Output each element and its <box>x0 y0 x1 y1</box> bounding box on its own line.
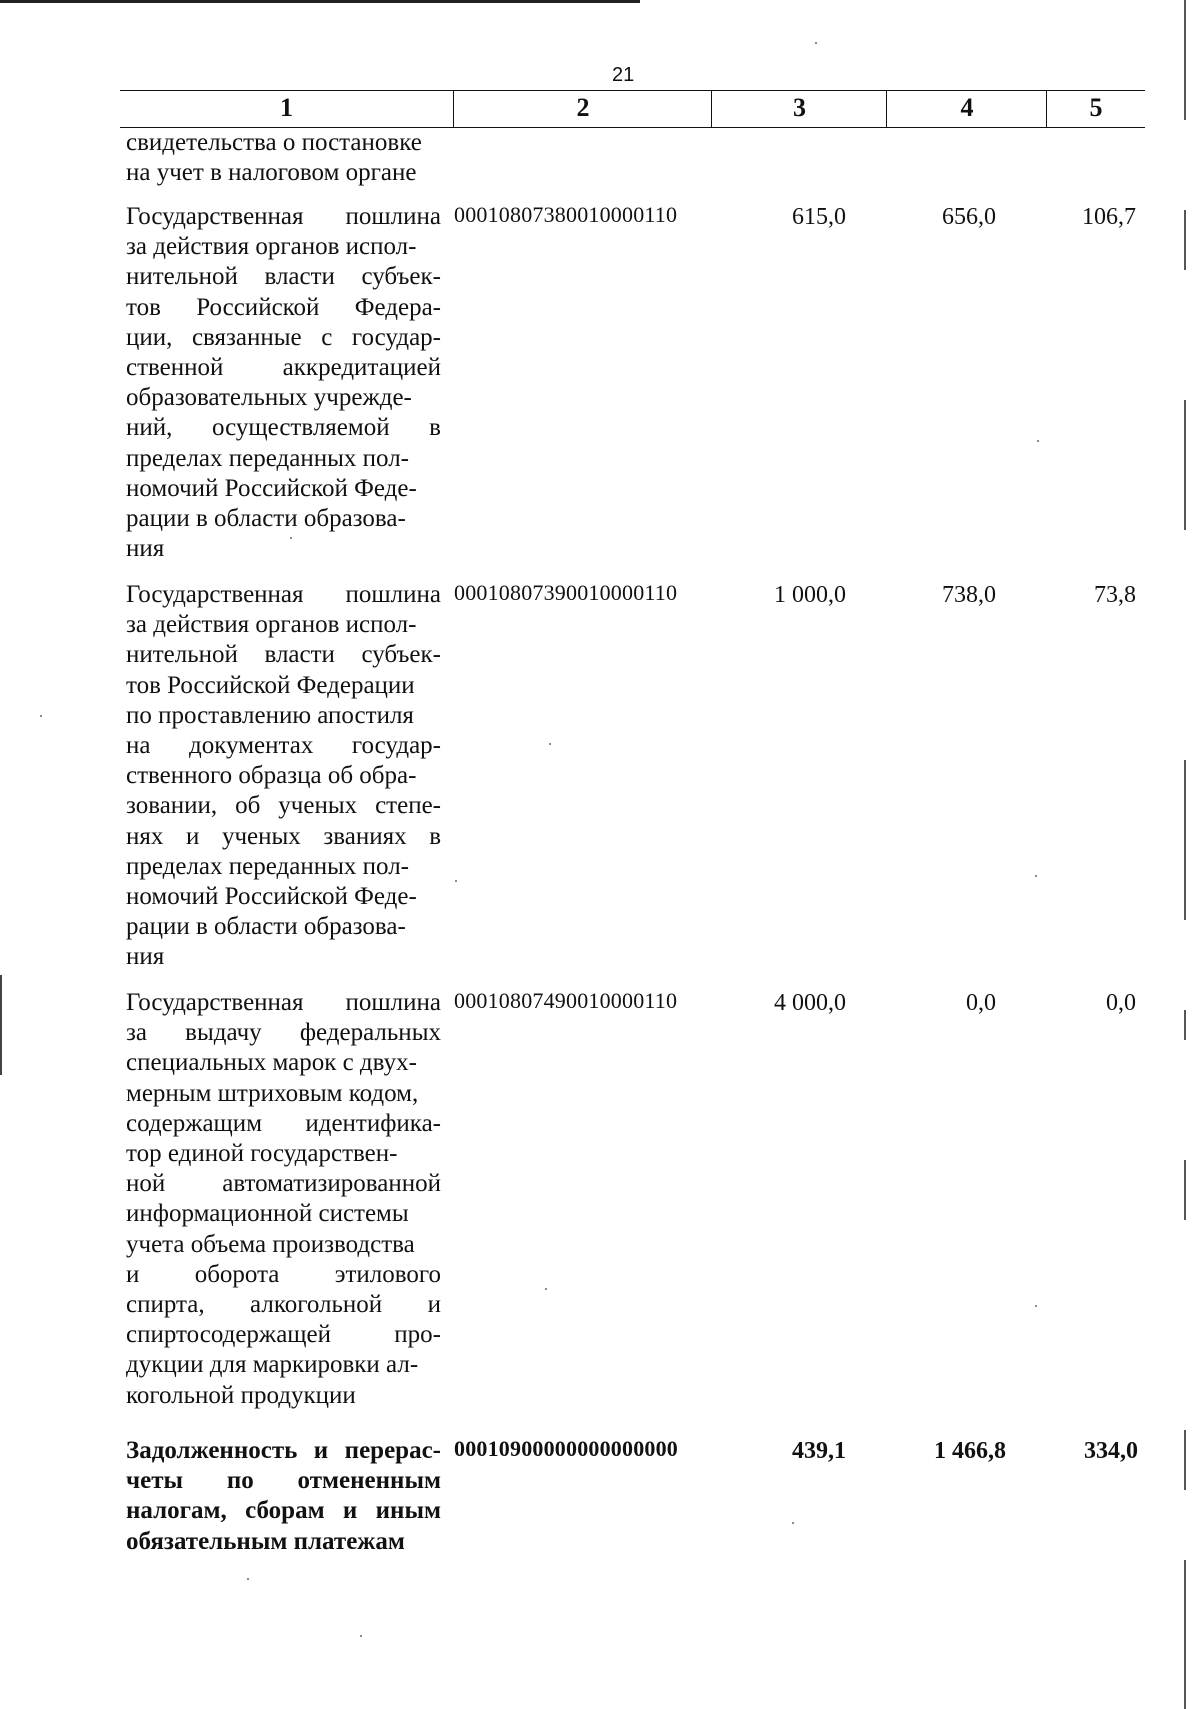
description-line: четы по отмененным <box>126 1467 441 1495</box>
description-line: Государственная пошлина <box>126 203 441 230</box>
description-line: тов Российской Федера- <box>126 293 441 321</box>
description-line: по проставлению апостиля <box>126 701 414 729</box>
row-description <box>126 1436 441 1557</box>
description-line: свидетельства о постановке <box>126 129 422 156</box>
scan-speck <box>40 715 42 717</box>
value-col5: 334,0 <box>1084 1438 1138 1464</box>
scan-edge-line <box>1184 1560 1186 1709</box>
description-line: ственного образца об обра- <box>126 762 417 790</box>
description-line: пределах переданных пол- <box>126 852 409 880</box>
row-description <box>126 988 441 1411</box>
description-line: ственной аккредитацией <box>126 354 441 382</box>
description-line: ний, осуществляемой в <box>126 414 441 442</box>
scan-edge-line <box>0 975 2 1075</box>
budget-code: 00010807490010000110 <box>454 988 678 1013</box>
description-line: и оборота этилового <box>126 1260 441 1288</box>
column-header-3: 3 <box>711 91 887 127</box>
description-line: ния <box>126 943 165 971</box>
scan-speck <box>360 1635 362 1637</box>
page-number: 21 <box>612 64 635 86</box>
description-line: ния <box>126 535 165 563</box>
scan-edge-line <box>1184 1430 1186 1490</box>
value-col4: 0,0 <box>966 990 996 1016</box>
value-col5: 73,8 <box>1094 582 1136 608</box>
value-col3: 1 000,0 <box>774 582 846 608</box>
description-line: Государственная пошлина <box>126 581 441 608</box>
value-col3: 439,1 <box>792 1438 846 1464</box>
description-line: ции, связанные с государ- <box>126 323 441 351</box>
description-line: специальных марок с двух- <box>126 1049 417 1077</box>
description-line: за выдачу федеральных <box>126 1019 441 1047</box>
description-line: нительной власти субъек- <box>126 641 441 669</box>
description-line: на документах государ- <box>126 732 441 760</box>
description-line: информационной системы <box>126 1200 409 1228</box>
scan-speck <box>1037 440 1039 442</box>
row-description <box>126 580 441 973</box>
description-line: пределах переданных пол- <box>126 444 409 472</box>
value-col3: 4 000,0 <box>774 990 846 1016</box>
description-line: мерным штриховым кодом, <box>126 1079 419 1107</box>
scan-edge-line <box>1184 210 1186 270</box>
column-header-4: 4 <box>886 91 1047 127</box>
description-line: нях и ученых званиях в <box>126 822 441 850</box>
scan-speck <box>247 1578 249 1580</box>
scan-edge-line <box>1184 760 1186 920</box>
description-line: образовательных учрежде- <box>126 384 412 412</box>
description-line: нительной власти субъек- <box>126 263 441 291</box>
scan-edge-line <box>1184 1160 1186 1220</box>
row-description <box>126 128 441 188</box>
value-col4: 656,0 <box>942 204 996 230</box>
description-line: содержащим идентифика- <box>126 1109 441 1137</box>
table-header <box>120 90 1145 128</box>
description-line: обязательным платежам <box>126 1527 405 1555</box>
scan-edge-line <box>1184 0 1186 120</box>
budget-code: 00010807380010000110 <box>454 202 678 227</box>
scan-speck <box>549 743 551 745</box>
column-header-2: 2 <box>453 91 712 127</box>
description-line: Задолженность и перерас- <box>126 1437 441 1464</box>
value-col5: 0,0 <box>1106 990 1136 1016</box>
value-col5: 106,7 <box>1082 204 1136 230</box>
description-line: за действия органов испол- <box>126 233 417 261</box>
description-line: спиртосодержащей про- <box>126 1321 441 1349</box>
scan-border-line <box>0 0 640 3</box>
value-col4: 738,0 <box>942 582 996 608</box>
row-description <box>126 202 441 564</box>
budget-code: 00010807390010000110 <box>454 580 678 605</box>
scan-speck <box>815 42 817 44</box>
scan-edge-line <box>1184 1010 1186 1040</box>
description-line: рации в области образова- <box>126 913 406 941</box>
description-line: номочий Российской Феде- <box>126 474 417 502</box>
description-line: на учет в налоговом органе <box>126 159 417 187</box>
description-line: рации в области образова- <box>126 505 406 533</box>
scan-speck <box>792 1522 794 1524</box>
description-line: тор единой государствен- <box>126 1140 398 1168</box>
description-line: ной автоматизированной <box>126 1170 441 1198</box>
description-line: спирта, алкогольной и <box>126 1291 441 1319</box>
description-line: учета объема производства <box>126 1230 415 1258</box>
value-col3: 615,0 <box>792 204 846 230</box>
description-line: налогам, сборам и иным <box>126 1497 441 1525</box>
description-line: дукции для маркировки ал- <box>126 1351 419 1379</box>
description-line: Государственная пошлина <box>126 989 441 1016</box>
column-header-5: 5 <box>1046 91 1145 127</box>
scan-speck <box>545 1288 547 1290</box>
column-header-1: 1 <box>280 93 293 122</box>
scan-speck <box>455 880 457 882</box>
scan-speck <box>1035 1305 1037 1307</box>
scan-speck <box>1035 875 1037 877</box>
description-line: номочий Российской Феде- <box>126 883 417 911</box>
scan-edge-line <box>1184 400 1186 530</box>
budget-code: 00010900000000000000 <box>454 1436 678 1461</box>
description-line: за действия органов испол- <box>126 611 417 639</box>
value-col4: 1 466,8 <box>934 1438 1006 1464</box>
description-line: когольной продукции <box>126 1381 356 1409</box>
description-line: зовании, об ученых степе- <box>126 792 441 820</box>
description-line: тов Российской Федерации <box>126 671 415 699</box>
